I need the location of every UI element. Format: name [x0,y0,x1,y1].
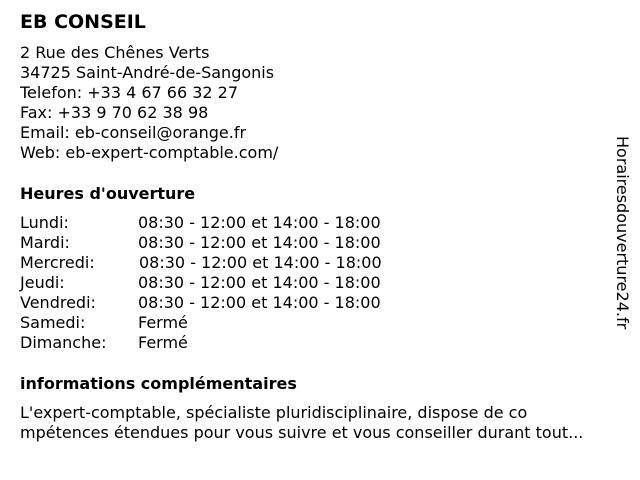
watermark-text: Horairesdouverture24.fr [613,136,632,330]
day-label: Mercredi: [20,253,95,272]
phone-text: Telefon: +33 4 67 66 32 27 [20,83,239,102]
day-label: Lundi: [20,213,69,232]
time-value: 08:30 - 12:00 et 14:00 - 18:00 [139,253,382,272]
time-value: 08:30 - 12:00 et 14:00 - 18:00 [138,293,381,312]
address-city: 34725 Saint-André-de-Sangonis [20,63,275,82]
address-street: 2 Rue des Chênes Verts [20,43,210,62]
day-label: Jeudi: [20,273,65,292]
site-watermark [612,136,632,344]
web-text: Web: eb-expert-comptable.com/ [20,143,279,162]
email-text: Email: eb-conseil@orange.fr [20,123,247,142]
time-value: 08:30 - 12:00 et 14:00 - 18:00 [138,213,381,232]
time-value: Fermé [138,313,188,332]
time-value: 08:30 - 12:00 et 14:00 - 18:00 [138,273,381,292]
info-heading: informations complémentaires [20,374,297,393]
day-label: Dimanche: [20,333,107,352]
day-label: Samedi: [20,313,86,332]
business-name: EB CONSEIL [20,11,146,33]
time-value: 08:30 - 12:00 et 14:00 - 18:00 [138,233,381,252]
day-label: Mardi: [20,233,70,252]
hours-heading: Heures d'ouverture [20,184,196,203]
fax-text: Fax: +33 9 70 62 38 98 [20,103,209,122]
contact-block [20,43,278,163]
day-label: Vendredi: [20,293,96,312]
time-value: Fermé [138,333,188,352]
description-line: mpétences étendues pour vous suivre et vous conseiller durant tout... [20,423,584,442]
description-line: L'expert-comptable, spécialiste pluridisciplinaire, dispose de co [20,403,528,422]
description [20,403,632,443]
